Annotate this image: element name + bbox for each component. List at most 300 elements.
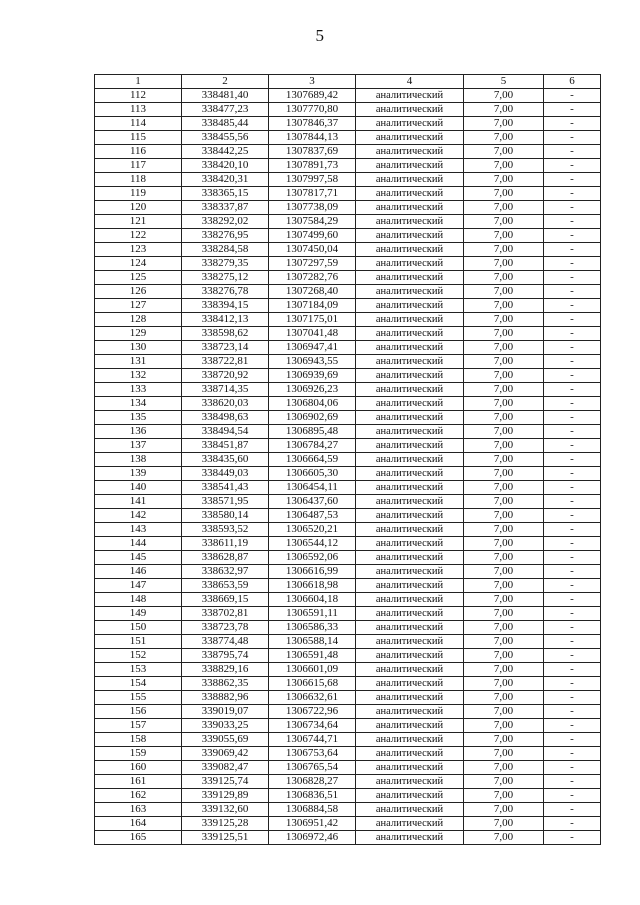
cell-note: - xyxy=(544,789,601,803)
cell-point-number: 129 xyxy=(95,327,182,341)
cell-y-coordinate: 1306615,68 xyxy=(269,677,356,691)
cell-x-coordinate: 338882,96 xyxy=(182,691,269,705)
cell-point-number: 147 xyxy=(95,579,182,593)
cell-method: аналитический xyxy=(356,733,464,747)
cell-note: - xyxy=(544,131,601,145)
cell-method: аналитический xyxy=(356,565,464,579)
cell-method: аналитический xyxy=(356,439,464,453)
table-row xyxy=(95,145,601,159)
cell-point-number: 164 xyxy=(95,817,182,831)
cell-point-number: 151 xyxy=(95,635,182,649)
cell-method: аналитический xyxy=(356,173,464,187)
cell-y-coordinate: 1306884,58 xyxy=(269,803,356,817)
cell-method: аналитический xyxy=(356,831,464,845)
table-row xyxy=(95,201,601,215)
cell-note: - xyxy=(544,117,601,131)
cell-y-coordinate: 1306926,23 xyxy=(269,383,356,397)
cell-accuracy: 7,00 xyxy=(464,341,544,355)
cell-x-coordinate: 338720,92 xyxy=(182,369,269,383)
cell-note: - xyxy=(544,411,601,425)
cell-point-number: 146 xyxy=(95,565,182,579)
cell-x-coordinate: 338669,15 xyxy=(182,593,269,607)
cell-x-coordinate: 339069,42 xyxy=(182,747,269,761)
table-row xyxy=(95,579,601,593)
cell-x-coordinate: 338276,95 xyxy=(182,229,269,243)
cell-note: - xyxy=(544,397,601,411)
cell-note: - xyxy=(544,439,601,453)
cell-note: - xyxy=(544,621,601,635)
cell-note: - xyxy=(544,649,601,663)
cell-method: аналитический xyxy=(356,103,464,117)
cell-method: аналитический xyxy=(356,89,464,103)
cell-y-coordinate: 1306604,18 xyxy=(269,593,356,607)
table-row xyxy=(95,719,601,733)
cell-point-number: 165 xyxy=(95,831,182,845)
cell-method: аналитический xyxy=(356,383,464,397)
cell-x-coordinate: 338714,35 xyxy=(182,383,269,397)
table-row xyxy=(95,159,601,173)
cell-note: - xyxy=(544,355,601,369)
table-row xyxy=(95,397,601,411)
cell-accuracy: 7,00 xyxy=(464,775,544,789)
cell-method: аналитический xyxy=(356,523,464,537)
cell-x-coordinate: 338337,87 xyxy=(182,201,269,215)
cell-method: аналитический xyxy=(356,229,464,243)
cell-method: аналитический xyxy=(356,719,464,733)
table-row xyxy=(95,677,601,691)
column-header-6: 6 xyxy=(544,75,601,89)
cell-accuracy: 7,00 xyxy=(464,663,544,677)
page-number: 5 xyxy=(315,26,325,45)
table-row xyxy=(95,551,601,565)
cell-method: аналитический xyxy=(356,397,464,411)
cell-point-number: 130 xyxy=(95,341,182,355)
cell-y-coordinate: 1306618,98 xyxy=(269,579,356,593)
cell-method: аналитический xyxy=(356,327,464,341)
cell-accuracy: 7,00 xyxy=(464,131,544,145)
cell-point-number: 154 xyxy=(95,677,182,691)
cell-y-coordinate: 1307817,71 xyxy=(269,187,356,201)
cell-method: аналитический xyxy=(356,509,464,523)
cell-x-coordinate: 338723,78 xyxy=(182,621,269,635)
cell-accuracy: 7,00 xyxy=(464,453,544,467)
cell-y-coordinate: 1307770,80 xyxy=(269,103,356,117)
cell-y-coordinate: 1307268,40 xyxy=(269,285,356,299)
cell-method: аналитический xyxy=(356,187,464,201)
table-row xyxy=(95,173,601,187)
cell-point-number: 131 xyxy=(95,355,182,369)
cell-x-coordinate: 338279,35 xyxy=(182,257,269,271)
cell-method: аналитический xyxy=(356,775,464,789)
table-row xyxy=(95,663,601,677)
table-row xyxy=(95,453,601,467)
table-row xyxy=(95,341,601,355)
cell-note: - xyxy=(544,145,601,159)
cell-accuracy: 7,00 xyxy=(464,159,544,173)
cell-note: - xyxy=(544,271,601,285)
cell-point-number: 120 xyxy=(95,201,182,215)
cell-x-coordinate: 339132,60 xyxy=(182,803,269,817)
cell-method: аналитический xyxy=(356,299,464,313)
cell-accuracy: 7,00 xyxy=(464,537,544,551)
cell-point-number: 141 xyxy=(95,495,182,509)
cell-x-coordinate: 339082,47 xyxy=(182,761,269,775)
cell-point-number: 139 xyxy=(95,467,182,481)
cell-accuracy: 7,00 xyxy=(464,173,544,187)
cell-point-number: 112 xyxy=(95,89,182,103)
cell-accuracy: 7,00 xyxy=(464,733,544,747)
cell-note: - xyxy=(544,495,601,509)
cell-note: - xyxy=(544,579,601,593)
cell-y-coordinate: 1306765,54 xyxy=(269,761,356,775)
cell-point-number: 143 xyxy=(95,523,182,537)
cell-y-coordinate: 1306605,30 xyxy=(269,467,356,481)
cell-x-coordinate: 339055,69 xyxy=(182,733,269,747)
table-row xyxy=(95,607,601,621)
cell-point-number: 113 xyxy=(95,103,182,117)
cell-point-number: 125 xyxy=(95,271,182,285)
cell-note: - xyxy=(544,817,601,831)
cell-method: аналитический xyxy=(356,467,464,481)
cell-note: - xyxy=(544,719,601,733)
cell-note: - xyxy=(544,369,601,383)
cell-accuracy: 7,00 xyxy=(464,579,544,593)
cell-y-coordinate: 1306744,71 xyxy=(269,733,356,747)
table-row xyxy=(95,705,601,719)
cell-x-coordinate: 339125,51 xyxy=(182,831,269,845)
cell-method: аналитический xyxy=(356,551,464,565)
table-row xyxy=(95,509,601,523)
cell-point-number: 128 xyxy=(95,313,182,327)
table-row xyxy=(95,229,601,243)
cell-x-coordinate: 338435,60 xyxy=(182,453,269,467)
cell-y-coordinate: 1307837,69 xyxy=(269,145,356,159)
cell-y-coordinate: 1307844,13 xyxy=(269,131,356,145)
cell-method: аналитический xyxy=(356,131,464,145)
cell-x-coordinate: 338723,14 xyxy=(182,341,269,355)
cell-method: аналитический xyxy=(356,117,464,131)
table-row xyxy=(95,523,601,537)
cell-y-coordinate: 1306616,99 xyxy=(269,565,356,579)
cell-y-coordinate: 1307846,37 xyxy=(269,117,356,131)
table-row xyxy=(95,411,601,425)
cell-point-number: 137 xyxy=(95,439,182,453)
cell-y-coordinate: 1307184,09 xyxy=(269,299,356,313)
cell-method: аналитический xyxy=(356,145,464,159)
cell-x-coordinate: 338628,87 xyxy=(182,551,269,565)
cell-y-coordinate: 1307041,48 xyxy=(269,327,356,341)
cell-point-number: 116 xyxy=(95,145,182,159)
cell-note: - xyxy=(544,341,601,355)
cell-method: аналитический xyxy=(356,313,464,327)
table-row xyxy=(95,313,601,327)
cell-accuracy: 7,00 xyxy=(464,831,544,845)
table-row xyxy=(95,817,601,831)
cell-x-coordinate: 338541,43 xyxy=(182,481,269,495)
cell-point-number: 142 xyxy=(95,509,182,523)
cell-accuracy: 7,00 xyxy=(464,467,544,481)
cell-point-number: 114 xyxy=(95,117,182,131)
cell-method: аналитический xyxy=(356,271,464,285)
cell-accuracy: 7,00 xyxy=(464,677,544,691)
table-row xyxy=(95,495,601,509)
cell-accuracy: 7,00 xyxy=(464,593,544,607)
cell-x-coordinate: 338394,15 xyxy=(182,299,269,313)
cell-method: аналитический xyxy=(356,285,464,299)
table-row xyxy=(95,537,601,551)
cell-y-coordinate: 1307175,01 xyxy=(269,313,356,327)
cell-accuracy: 7,00 xyxy=(464,803,544,817)
cell-accuracy: 7,00 xyxy=(464,103,544,117)
cell-y-coordinate: 1306972,46 xyxy=(269,831,356,845)
cell-x-coordinate: 338702,81 xyxy=(182,607,269,621)
cell-accuracy: 7,00 xyxy=(464,201,544,215)
cell-x-coordinate: 338485,44 xyxy=(182,117,269,131)
cell-note: - xyxy=(544,593,601,607)
cell-x-coordinate: 338420,31 xyxy=(182,173,269,187)
cell-x-coordinate: 338477,23 xyxy=(182,103,269,117)
cell-point-number: 149 xyxy=(95,607,182,621)
cell-x-coordinate: 338455,56 xyxy=(182,131,269,145)
table-row xyxy=(95,635,601,649)
cell-point-number: 156 xyxy=(95,705,182,719)
table-row xyxy=(95,271,601,285)
table-row xyxy=(95,593,601,607)
cell-accuracy: 7,00 xyxy=(464,439,544,453)
cell-accuracy: 7,00 xyxy=(464,243,544,257)
cell-x-coordinate: 339129,89 xyxy=(182,789,269,803)
cell-point-number: 161 xyxy=(95,775,182,789)
cell-x-coordinate: 338420,10 xyxy=(182,159,269,173)
cell-note: - xyxy=(544,565,601,579)
cell-x-coordinate: 338620,03 xyxy=(182,397,269,411)
cell-x-coordinate: 338292,02 xyxy=(182,215,269,229)
table-row xyxy=(95,831,601,845)
cell-x-coordinate: 338449,03 xyxy=(182,467,269,481)
cell-y-coordinate: 1306454,11 xyxy=(269,481,356,495)
cell-note: - xyxy=(544,243,601,257)
table-row xyxy=(95,649,601,663)
column-header-4: 4 xyxy=(356,75,464,89)
cell-accuracy: 7,00 xyxy=(464,523,544,537)
cell-point-number: 135 xyxy=(95,411,182,425)
column-header-5: 5 xyxy=(464,75,544,89)
cell-x-coordinate: 339033,25 xyxy=(182,719,269,733)
cell-note: - xyxy=(544,327,601,341)
cell-point-number: 158 xyxy=(95,733,182,747)
cell-point-number: 121 xyxy=(95,215,182,229)
cell-note: - xyxy=(544,523,601,537)
cell-accuracy: 7,00 xyxy=(464,509,544,523)
cell-y-coordinate: 1306664,59 xyxy=(269,453,356,467)
column-header-2: 2 xyxy=(182,75,269,89)
cell-y-coordinate: 1307891,73 xyxy=(269,159,356,173)
cell-method: аналитический xyxy=(356,635,464,649)
cell-x-coordinate: 338498,63 xyxy=(182,411,269,425)
table-row xyxy=(95,761,601,775)
cell-note: - xyxy=(544,733,601,747)
cell-y-coordinate: 1306544,12 xyxy=(269,537,356,551)
cell-x-coordinate: 338451,87 xyxy=(182,439,269,453)
table-row xyxy=(95,803,601,817)
cell-x-coordinate: 339125,74 xyxy=(182,775,269,789)
cell-point-number: 132 xyxy=(95,369,182,383)
cell-y-coordinate: 1306784,27 xyxy=(269,439,356,453)
cell-x-coordinate: 338284,58 xyxy=(182,243,269,257)
cell-x-coordinate: 338611,19 xyxy=(182,537,269,551)
table-row xyxy=(95,775,601,789)
cell-method: аналитический xyxy=(356,789,464,803)
cell-note: - xyxy=(544,299,601,313)
cell-y-coordinate: 1306947,41 xyxy=(269,341,356,355)
cell-y-coordinate: 1306601,09 xyxy=(269,663,356,677)
cell-y-coordinate: 1306836,51 xyxy=(269,789,356,803)
cell-accuracy: 7,00 xyxy=(464,747,544,761)
cell-note: - xyxy=(544,89,601,103)
cell-x-coordinate: 338862,35 xyxy=(182,677,269,691)
cell-x-coordinate: 338275,12 xyxy=(182,271,269,285)
cell-accuracy: 7,00 xyxy=(464,817,544,831)
cell-accuracy: 7,00 xyxy=(464,481,544,495)
table-row xyxy=(95,383,601,397)
cell-note: - xyxy=(544,201,601,215)
cell-accuracy: 7,00 xyxy=(464,383,544,397)
cell-note: - xyxy=(544,537,601,551)
table-row xyxy=(95,439,601,453)
cell-note: - xyxy=(544,159,601,173)
cell-method: аналитический xyxy=(356,761,464,775)
cell-note: - xyxy=(544,187,601,201)
cell-note: - xyxy=(544,747,601,761)
cell-accuracy: 7,00 xyxy=(464,565,544,579)
cell-note: - xyxy=(544,425,601,439)
cell-accuracy: 7,00 xyxy=(464,257,544,271)
cell-x-coordinate: 338365,15 xyxy=(182,187,269,201)
cell-note: - xyxy=(544,705,601,719)
cell-point-number: 123 xyxy=(95,243,182,257)
cell-y-coordinate: 1307689,42 xyxy=(269,89,356,103)
cell-accuracy: 7,00 xyxy=(464,411,544,425)
cell-note: - xyxy=(544,173,601,187)
cell-note: - xyxy=(544,383,601,397)
cell-note: - xyxy=(544,285,601,299)
cell-method: аналитический xyxy=(356,425,464,439)
cell-point-number: 145 xyxy=(95,551,182,565)
cell-point-number: 124 xyxy=(95,257,182,271)
table-row xyxy=(95,621,601,635)
coordinates-table xyxy=(94,74,601,845)
cell-method: аналитический xyxy=(356,481,464,495)
cell-accuracy: 7,00 xyxy=(464,117,544,131)
table-row xyxy=(95,733,601,747)
table-row xyxy=(95,789,601,803)
cell-accuracy: 7,00 xyxy=(464,425,544,439)
cell-y-coordinate: 1306520,21 xyxy=(269,523,356,537)
table-row xyxy=(95,131,601,145)
table-row xyxy=(95,565,601,579)
cell-accuracy: 7,00 xyxy=(464,621,544,635)
cell-y-coordinate: 1306586,33 xyxy=(269,621,356,635)
cell-point-number: 150 xyxy=(95,621,182,635)
cell-point-number: 155 xyxy=(95,691,182,705)
cell-accuracy: 7,00 xyxy=(464,705,544,719)
cell-note: - xyxy=(544,467,601,481)
cell-note: - xyxy=(544,635,601,649)
cell-y-coordinate: 1306951,42 xyxy=(269,817,356,831)
cell-method: аналитический xyxy=(356,621,464,635)
cell-x-coordinate: 338481,40 xyxy=(182,89,269,103)
cell-y-coordinate: 1307282,76 xyxy=(269,271,356,285)
table-row xyxy=(95,425,601,439)
cell-accuracy: 7,00 xyxy=(464,145,544,159)
cell-note: - xyxy=(544,607,601,621)
cell-y-coordinate: 1306939,69 xyxy=(269,369,356,383)
cell-y-coordinate: 1306591,11 xyxy=(269,607,356,621)
cell-y-coordinate: 1306591,48 xyxy=(269,649,356,663)
cell-accuracy: 7,00 xyxy=(464,229,544,243)
table-row xyxy=(95,187,601,201)
cell-method: аналитический xyxy=(356,663,464,677)
cell-accuracy: 7,00 xyxy=(464,495,544,509)
cell-y-coordinate: 1306895,48 xyxy=(269,425,356,439)
cell-x-coordinate: 339019,07 xyxy=(182,705,269,719)
cell-accuracy: 7,00 xyxy=(464,789,544,803)
cell-point-number: 144 xyxy=(95,537,182,551)
cell-method: аналитический xyxy=(356,201,464,215)
cell-accuracy: 7,00 xyxy=(464,635,544,649)
cell-method: аналитический xyxy=(356,453,464,467)
cell-y-coordinate: 1307738,09 xyxy=(269,201,356,215)
cell-y-coordinate: 1307499,60 xyxy=(269,229,356,243)
cell-point-number: 138 xyxy=(95,453,182,467)
cell-note: - xyxy=(544,313,601,327)
cell-note: - xyxy=(544,691,601,705)
cell-accuracy: 7,00 xyxy=(464,369,544,383)
cell-point-number: 162 xyxy=(95,789,182,803)
cell-x-coordinate: 338774,48 xyxy=(182,635,269,649)
cell-point-number: 148 xyxy=(95,593,182,607)
cell-y-coordinate: 1307450,04 xyxy=(269,243,356,257)
cell-accuracy: 7,00 xyxy=(464,89,544,103)
table-row xyxy=(95,747,601,761)
cell-y-coordinate: 1306753,64 xyxy=(269,747,356,761)
cell-note: - xyxy=(544,229,601,243)
table-row xyxy=(95,103,601,117)
table-row xyxy=(95,243,601,257)
cell-y-coordinate: 1306828,27 xyxy=(269,775,356,789)
cell-y-coordinate: 1306734,64 xyxy=(269,719,356,733)
cell-method: аналитический xyxy=(356,803,464,817)
cell-x-coordinate: 338494,54 xyxy=(182,425,269,439)
cell-accuracy: 7,00 xyxy=(464,285,544,299)
cell-x-coordinate: 338598,62 xyxy=(182,327,269,341)
cell-method: аналитический xyxy=(356,257,464,271)
cell-x-coordinate: 338829,16 xyxy=(182,663,269,677)
table-row xyxy=(95,257,601,271)
cell-accuracy: 7,00 xyxy=(464,313,544,327)
cell-accuracy: 7,00 xyxy=(464,187,544,201)
cell-accuracy: 7,00 xyxy=(464,719,544,733)
cell-method: аналитический xyxy=(356,159,464,173)
table-row xyxy=(95,369,601,383)
cell-accuracy: 7,00 xyxy=(464,299,544,313)
cell-method: аналитический xyxy=(356,705,464,719)
cell-point-number: 157 xyxy=(95,719,182,733)
cell-method: аналитический xyxy=(356,747,464,761)
cell-y-coordinate: 1306487,53 xyxy=(269,509,356,523)
cell-y-coordinate: 1306588,14 xyxy=(269,635,356,649)
cell-y-coordinate: 1306437,60 xyxy=(269,495,356,509)
